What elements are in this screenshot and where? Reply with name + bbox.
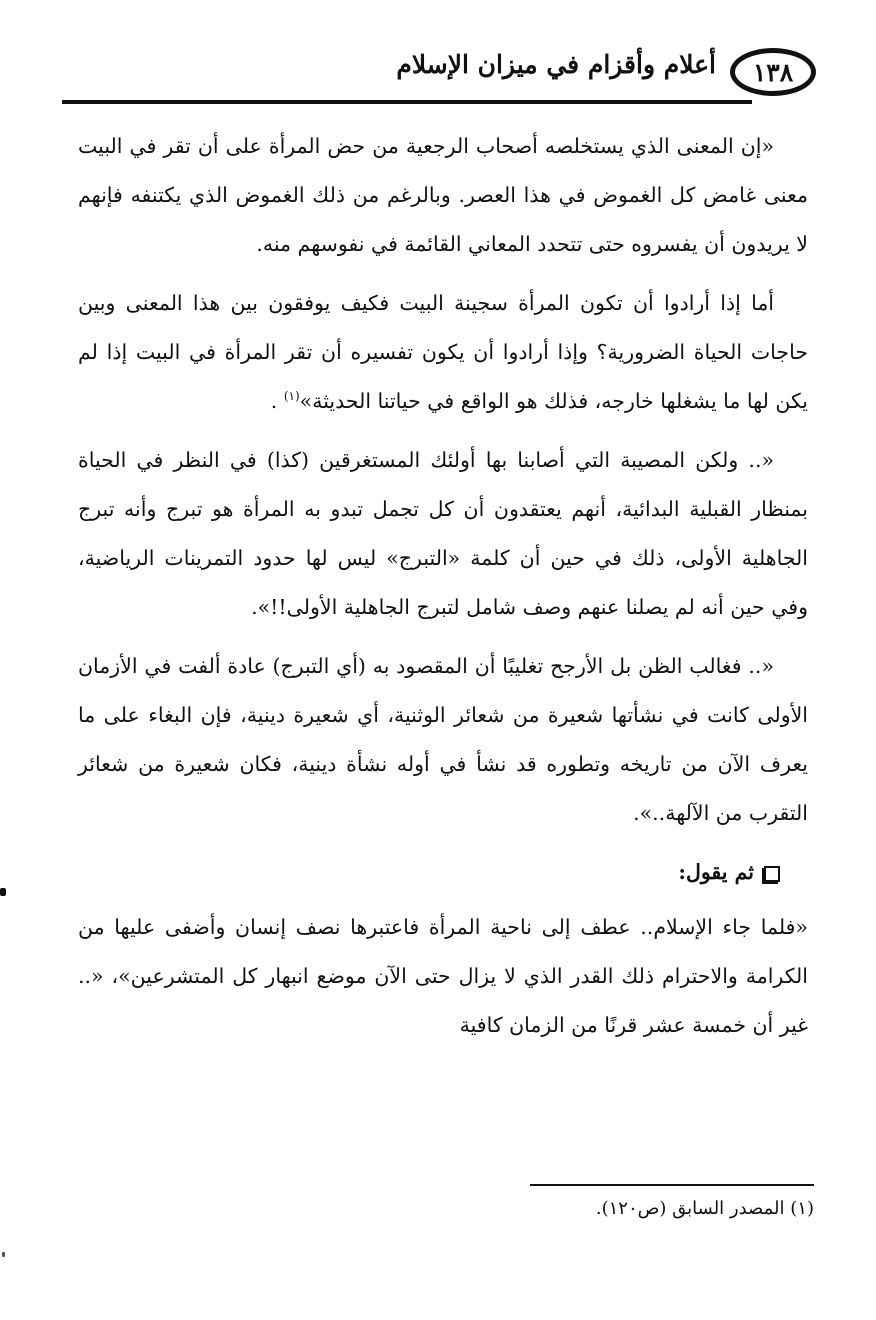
- body-text: [78, 122, 808, 1060]
- page-number-badge: [730, 48, 816, 96]
- footnote-reference: (١): [283, 389, 300, 404]
- section-heading-text: ثم يقول:: [678, 860, 754, 884]
- running-title: أعلام وأقزام في ميزان الإسلام: [396, 50, 716, 79]
- paragraph-4: «.. فغالب الظن بل الأرجح تغليبًا أن المقصود به (أي التبرج) عادة ألفت في الأزمان الأولى كانت في نشأتها شعيرة من شعائر الوثنية، أي شعيرة دينية، فإن البغاء على ما يعرف الآن من تاريخه وتطوره قد نشأ في أوله نشأة دينية، فكان شعيرة من شعائر التقرب من الآلهة..».: [78, 654, 808, 825]
- paragraph-3: «.. ولكن المصيبة التي أصابنا بها أولئك المستغرقين (كذا) في النظر في الحياة بمنظار القبلية البدائية، أنهم يعتقدون أن كل تجمل تبدو به المرأة هو تبرج وأنه تبرج الجاهلية الأولى، ذلك في حين أن كلمة «التبرج» ليس لها حدود التمرينات الرياضية، وفي حين أنه لم يصلنا عنهم وصف شامل لتبرج الجاهلية الأولى!!».: [78, 448, 808, 619]
- checkbox-square-icon: [764, 866, 780, 882]
- header-rule: [62, 100, 752, 104]
- paragraph-2-text: أما إذا أرادوا أن تكون المرأة سجينة البيت فكيف يوفقون بين هذا المعنى وبين حاجات الحياة الضرورية؟ وإذا أرادوا أن يكون تفسيره أن تقر المرأة في البيت إذا لم يكن لها ما يشغلها خارجه، فذلك هو الواقع في حياتنا الحديثة»: [78, 291, 808, 413]
- paragraph-2-end: .: [270, 389, 284, 413]
- page-header: [62, 48, 816, 100]
- footnote-rule: [530, 1184, 814, 1186]
- scan-mark-small: [2, 1252, 5, 1257]
- page-number: ١٣٨: [752, 57, 794, 87]
- footnote: (١) المصدر السابق (ص١٢٠).: [595, 1198, 814, 1219]
- scan-mark: [0, 888, 6, 896]
- paragraph-1: «إن المعنى الذي يستخلصه أصحاب الرجعية من حض المرأة على أن تقر في البيت معنى غامض كل الغموض في هذا العصر. وبالرغم من ذلك الغموض الذي يكتنفه فإنهم لا يريدون أن يفسروه حتى تتحدد المعاني القائمة في نفوسهم منه.: [78, 134, 808, 256]
- paragraph-2: [78, 279, 808, 426]
- paragraph-5: «فلما جاء الإسلام.. عطف إلى ناحية المرأة فاعتبرها نصف إنسان وأضفى عليها من الكرامة والاحترام ذلك القدر الذي لا يزال حتى الآن موضع انبهار كل المتشرعين»، «.. غير أن خمسة عشر قرنًا من الزمان كافية: [78, 915, 808, 1037]
- section-heading: [78, 848, 808, 897]
